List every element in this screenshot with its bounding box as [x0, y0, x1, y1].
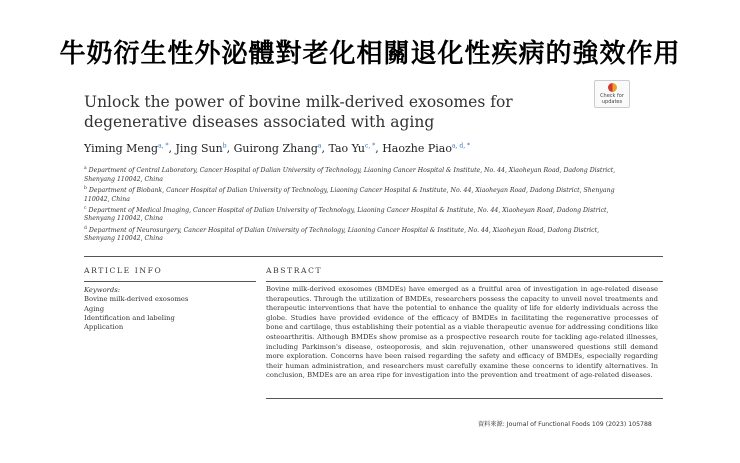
affiliation-text: Department of Neurosurgery, Cancer Hospital of Dalian University of Technology, Liaoning Cancer Hospital & Institute, No. 44, Xiaoheyan Road, Dadong District, Shenyang 110042, China	[84, 226, 600, 243]
affiliation-item	[84, 225, 624, 244]
keyword-item: Application	[84, 323, 124, 332]
author-name: Jing Sun	[175, 142, 223, 155]
affiliation-item	[84, 165, 624, 184]
article-info-rule	[84, 281, 256, 282]
keyword-item: Bovine milk-derived exosomes	[84, 295, 189, 304]
author-name: Haozhe Piao	[382, 142, 452, 155]
check-for-updates-badge[interactable]	[594, 80, 630, 108]
author-sup[interactable]: c, *	[365, 142, 376, 150]
author-name: Tao Yu	[328, 142, 366, 155]
affiliation-text: Department of Biobank, Cancer Hospital of Dalian University of Technology, Liaoning Cancer Hospital & Institute, No. 44, Xiaoheyan Road, Dadong District, Shenyang 110042, China	[84, 186, 615, 203]
author-sup[interactable]: b	[222, 142, 227, 150]
author-sup[interactable]: a, *	[158, 142, 169, 150]
affiliation-list	[84, 165, 624, 244]
affiliation-sup: d	[84, 225, 87, 231]
abstract-rule	[266, 281, 663, 282]
affiliation-text: Department of Medical Imaging, Cancer Hospital of Dalian University of Technology, Liaoning Cancer Hospital & Institute, No. 44, Xiaoheyan Road, Dadong District, Shenyang 110042, China	[84, 206, 609, 223]
keywords-block	[84, 286, 188, 332]
author-name: Guirong Zhang	[233, 142, 318, 155]
abstract-end-rule	[266, 398, 663, 399]
affiliation-item	[84, 185, 624, 204]
banner-title: 牛奶衍生性外泌體對老化相關退化性疾病的強效作用	[59, 39, 681, 69]
author-list: Yiming Meng$^{a, *}$, Jing Sun$^b$, Guirong Zhang$^a$, Tao $Yu^{c, *}$, Haozhe Piao$^{a, d, *}$	[84, 142, 471, 155]
affiliation-sup: b	[84, 185, 87, 191]
author-name: Yiming Meng	[84, 142, 159, 155]
badge-line1: Check for	[600, 93, 624, 99]
keyword-item: Identification and labeling	[84, 313, 175, 322]
keywords-heading: Keywords:	[84, 286, 121, 294]
abstract-text: Bovine milk-derived exosomes (BMDEs) have emerged as a fruitful area of investigation in age-related disease therapeutics. Through the utilization of BMDEs, researchers possess the capacity to unveil novel treatments and therapeutic interventions that have the potential to enhance the quality of life for elderly individuals across the globe. Studies have provided evidence of the efficacy of BMDEs in facilitating the regenerative processes of bone and cartilage, thus establishing their potential as a viable therapeutic avenue for addressing conditions like osteoarthritis. Although BMDEs show promise as a prospective research route for tackling age-related illnesses, including Parkinson's disease, osteoporosis, and skin rejuvenation, other unanswered questions still demand more exploration. Concerns have been raised regarding the safety and efficacy of BMDEs, especially regarding their human administration, and researchers must carefully examine these concerns to identify alternatives. In conclusion, BMDEs are an area ripe for investigation into the prevention and treatment of age-related diseases.	[266, 285, 658, 380]
affiliation-item	[84, 205, 624, 224]
crossmark-icon	[608, 83, 617, 92]
article-info-heading: ARTICLE INFO	[84, 266, 163, 275]
abstract-heading: ABSTRACT	[266, 266, 323, 275]
paper-title: Unlock the power of bovine milk-derived exosomes for degenerative diseases associated with aging	[84, 93, 513, 131]
keyword-item: Aging	[84, 304, 105, 313]
author-sup[interactable]: a	[317, 142, 322, 150]
affiliation-text: Department of Central Laboratory, Cancer Hospital of Dalian University of Technology, Liaoning Cancer Hospital & Institute, No. 44, Xiaoheyan Road, Dadong District, Shenyang 110042, China	[84, 167, 616, 183]
author-sup[interactable]: a, d, *	[451, 142, 471, 150]
source-note: 資料來源: Journal of Functional Foods 109 (2023) 105788	[478, 421, 652, 428]
badge-line2: updates	[601, 99, 623, 105]
affiliation-sup: a	[84, 166, 87, 171]
section-divider	[84, 256, 663, 257]
affiliation-sup: c	[84, 205, 87, 211]
